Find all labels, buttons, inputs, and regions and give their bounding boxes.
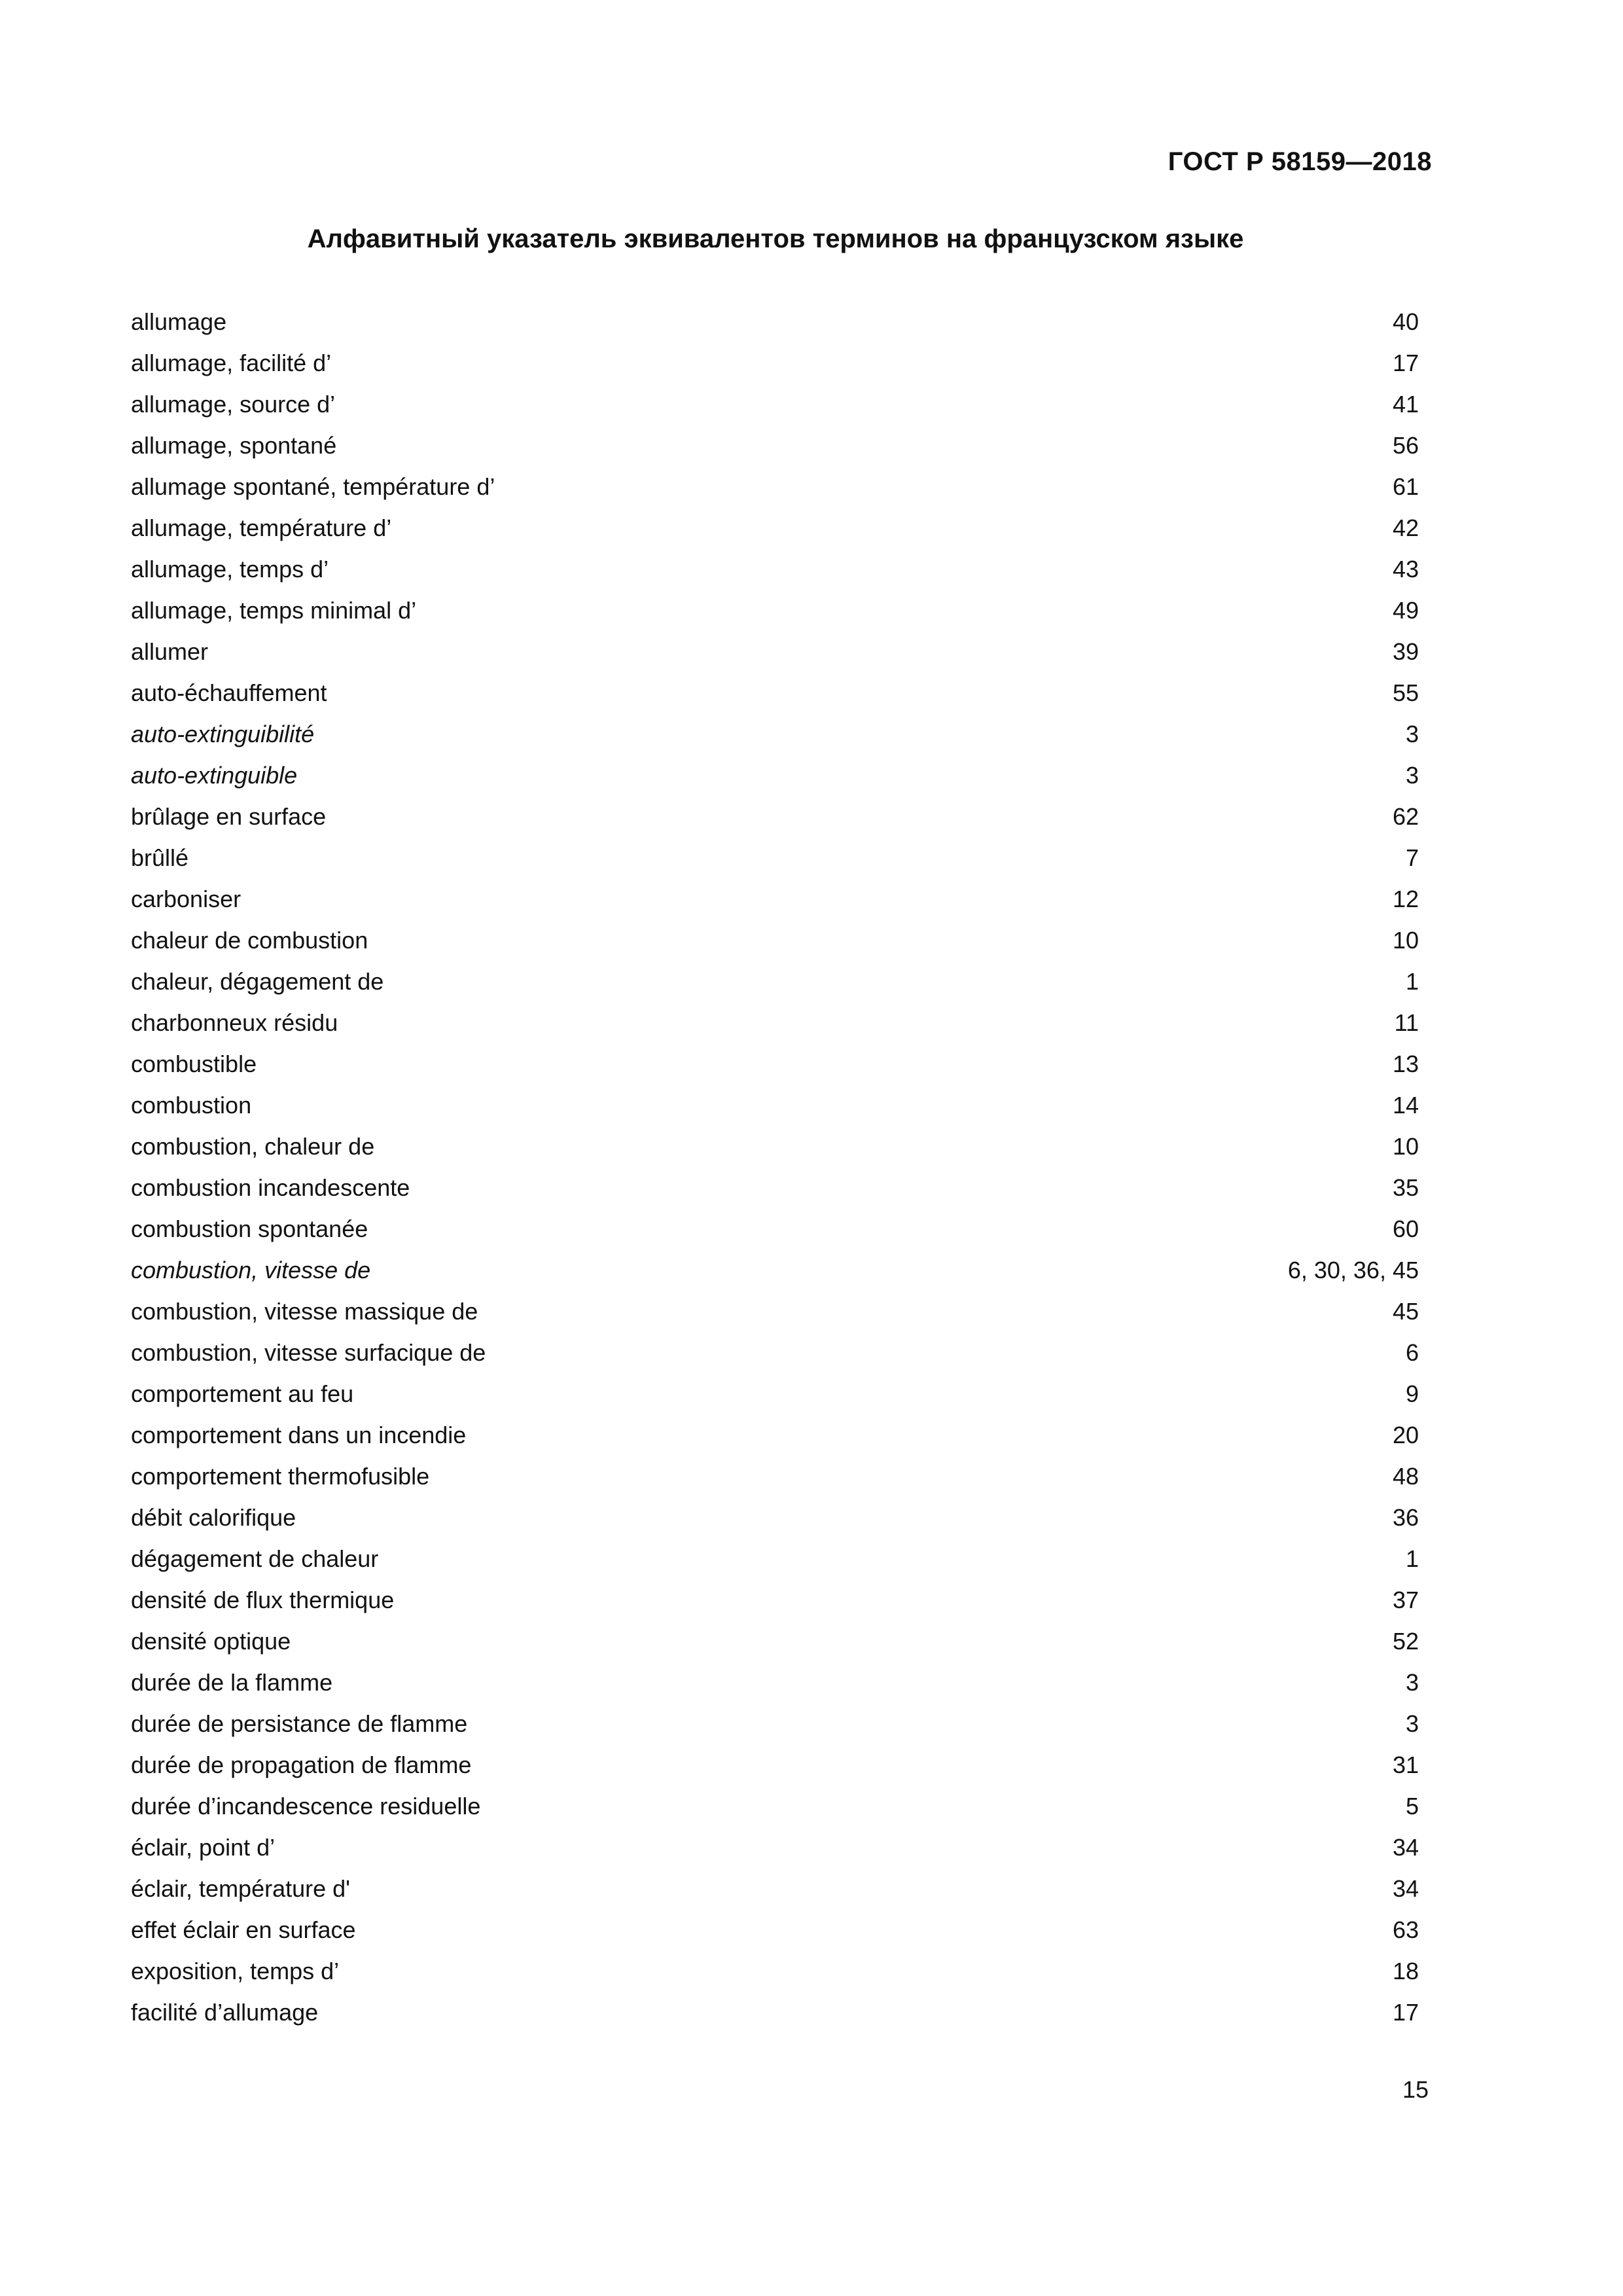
- index-term: combustion spontanée: [131, 1215, 368, 1242]
- index-entry: [131, 1868, 1419, 1909]
- index-term: combustion incandescente: [131, 1174, 410, 1201]
- index-reference: 10: [1392, 927, 1419, 954]
- index-entry: [131, 1249, 1419, 1291]
- index-reference: 3: [1405, 762, 1419, 789]
- index-term: dégagement de chaleur: [131, 1545, 379, 1572]
- index-reference: 10: [1392, 1133, 1419, 1160]
- index-entry: [131, 590, 1419, 631]
- index-reference: 62: [1392, 803, 1419, 830]
- index-term: allumage, température d’: [131, 514, 392, 541]
- index-entry: [131, 1456, 1419, 1497]
- index-term: chaleur, dégagement de: [131, 968, 384, 995]
- index-term: exposition, temps d’: [131, 1958, 340, 1984]
- index-reference: 3: [1405, 1710, 1419, 1737]
- index-entry: [131, 755, 1419, 796]
- index-entry: [131, 342, 1419, 384]
- index-entry: [131, 1909, 1419, 1950]
- index-entry: [131, 631, 1419, 672]
- index-reference: 11: [1394, 1009, 1419, 1036]
- index-term: brûlage en surface: [131, 803, 327, 830]
- index-list: [131, 301, 1419, 2033]
- index-reference: 34: [1392, 1834, 1419, 1861]
- index-reference: 43: [1392, 556, 1419, 583]
- index-term: éclair, température d': [131, 1875, 351, 1902]
- index-term: facilité d’allumage: [131, 1999, 319, 2026]
- index-entry: [131, 1085, 1419, 1126]
- index-entry: [131, 1291, 1419, 1332]
- index-reference: 41: [1392, 391, 1419, 418]
- index-entry: [131, 507, 1419, 548]
- index-reference: 42: [1392, 514, 1419, 541]
- index-reference: 6, 30, 36, 45: [1287, 1257, 1419, 1283]
- index-entry: [131, 1950, 1419, 1992]
- index-term: densité optique: [131, 1628, 291, 1655]
- index-term: auto-extinguible: [131, 762, 298, 789]
- index-entry: [131, 961, 1419, 1002]
- index-term: durée d’incandescence residuelle: [131, 1793, 481, 1820]
- index-reference: 1: [1405, 968, 1419, 995]
- index-entry: [131, 1621, 1419, 1662]
- page-number: 15: [1402, 2076, 1429, 2103]
- index-term: charbonneux résidu: [131, 1009, 338, 1036]
- index-entry: [131, 1332, 1419, 1373]
- index-reference: 52: [1392, 1628, 1419, 1655]
- index-reference: 39: [1392, 638, 1419, 665]
- index-entry: [131, 1497, 1419, 1538]
- index-reference: 49: [1392, 597, 1419, 624]
- index-entry: [131, 1414, 1419, 1456]
- index-entry: [131, 1579, 1419, 1621]
- index-term: allumage spontané, température d’: [131, 473, 495, 500]
- index-term: allumage, facilité d’: [131, 350, 332, 376]
- index-reference: 34: [1392, 1875, 1419, 1902]
- document-code: ГОСТ Р 58159—2018: [1168, 147, 1432, 176]
- index-reference: 5: [1405, 1793, 1419, 1820]
- index-entry: [131, 466, 1419, 507]
- index-reference: 48: [1392, 1463, 1419, 1490]
- index-entry: [131, 1662, 1419, 1703]
- index-reference: 18: [1392, 1958, 1419, 1984]
- page-title: Алфавитный указатель эквивалентов терминов на французском языке: [307, 224, 1244, 253]
- index-entry: [131, 796, 1419, 837]
- index-entry: [131, 1043, 1419, 1085]
- index-term: durée de la flamme: [131, 1669, 333, 1696]
- index-entry: [131, 672, 1419, 713]
- index-reference: 13: [1392, 1050, 1419, 1077]
- index-entry: [131, 1744, 1419, 1785]
- index-entry: [131, 1827, 1419, 1868]
- index-reference: 3: [1405, 1669, 1419, 1696]
- index-entry: [131, 1208, 1419, 1249]
- index-term: auto-échauffement: [131, 679, 327, 706]
- index-term: combustible: [131, 1050, 257, 1077]
- index-term: allumage, temps d’: [131, 556, 329, 583]
- index-reference: 7: [1405, 844, 1419, 871]
- index-entry: [131, 1785, 1419, 1827]
- index-reference: 63: [1392, 1916, 1419, 1943]
- index-entry: [131, 548, 1419, 590]
- index-entry: [131, 920, 1419, 961]
- index-reference: 3: [1405, 721, 1419, 747]
- index-term: comportement au feu: [131, 1380, 354, 1407]
- index-reference: 40: [1392, 308, 1419, 335]
- index-entry: [131, 1126, 1419, 1167]
- index-term: carboniser: [131, 886, 241, 912]
- index-term: combustion, vitesse de: [131, 1257, 371, 1283]
- index-reference: 36: [1392, 1504, 1419, 1531]
- index-term: combustion, vitesse massique de: [131, 1298, 478, 1325]
- index-term: durée de propagation de flamme: [131, 1751, 472, 1778]
- index-reference: 35: [1392, 1174, 1419, 1201]
- index-reference: 17: [1392, 1999, 1419, 2026]
- index-entry: [131, 1992, 1419, 2033]
- index-reference: 20: [1392, 1422, 1419, 1448]
- index-entry: [131, 837, 1419, 878]
- index-term: brûllé: [131, 844, 189, 871]
- index-reference: 37: [1392, 1587, 1419, 1613]
- index-term: allumer: [131, 638, 209, 665]
- index-entry: [131, 1002, 1419, 1043]
- index-entry: [131, 425, 1419, 466]
- index-term: allumage: [131, 308, 227, 335]
- index-term: effet éclair en surface: [131, 1916, 356, 1943]
- index-term: combustion: [131, 1092, 252, 1119]
- index-term: comportement dans un incendie: [131, 1422, 467, 1448]
- index-term: allumage, temps minimal d’: [131, 597, 417, 624]
- index-entry: [131, 1538, 1419, 1579]
- index-term: combustion, vitesse surfacique de: [131, 1339, 486, 1366]
- index-reference: 45: [1392, 1298, 1419, 1325]
- index-term: auto-extinguibilité: [131, 721, 315, 747]
- index-entry: [131, 878, 1419, 920]
- index-term: densité de flux thermique: [131, 1587, 395, 1613]
- index-entry: [131, 384, 1419, 425]
- index-reference: 6: [1405, 1339, 1419, 1366]
- index-term: chaleur de combustion: [131, 927, 368, 954]
- index-reference: 56: [1392, 432, 1419, 459]
- index-term: éclair, point d’: [131, 1834, 276, 1861]
- index-term: combustion, chaleur de: [131, 1133, 375, 1160]
- index-reference: 12: [1392, 886, 1419, 912]
- index-reference: 31: [1392, 1751, 1419, 1778]
- index-term: comportement thermofusible: [131, 1463, 430, 1490]
- index-entry: [131, 1373, 1419, 1414]
- index-reference: 17: [1392, 350, 1419, 376]
- index-reference: 1: [1405, 1545, 1419, 1572]
- index-reference: 55: [1392, 679, 1419, 706]
- index-term: allumage, spontané: [131, 432, 337, 459]
- index-reference: 60: [1392, 1215, 1419, 1242]
- index-term: durée de persistance de flamme: [131, 1710, 468, 1737]
- index-reference: 9: [1405, 1380, 1419, 1407]
- index-term: débit calorifique: [131, 1504, 296, 1531]
- index-entry: [131, 1167, 1419, 1208]
- index-reference: 61: [1392, 473, 1419, 500]
- index-entry: [131, 301, 1419, 342]
- index-entry: [131, 713, 1419, 755]
- index-term: allumage, source d’: [131, 391, 336, 418]
- index-entry: [131, 1703, 1419, 1744]
- index-reference: 14: [1392, 1092, 1419, 1119]
